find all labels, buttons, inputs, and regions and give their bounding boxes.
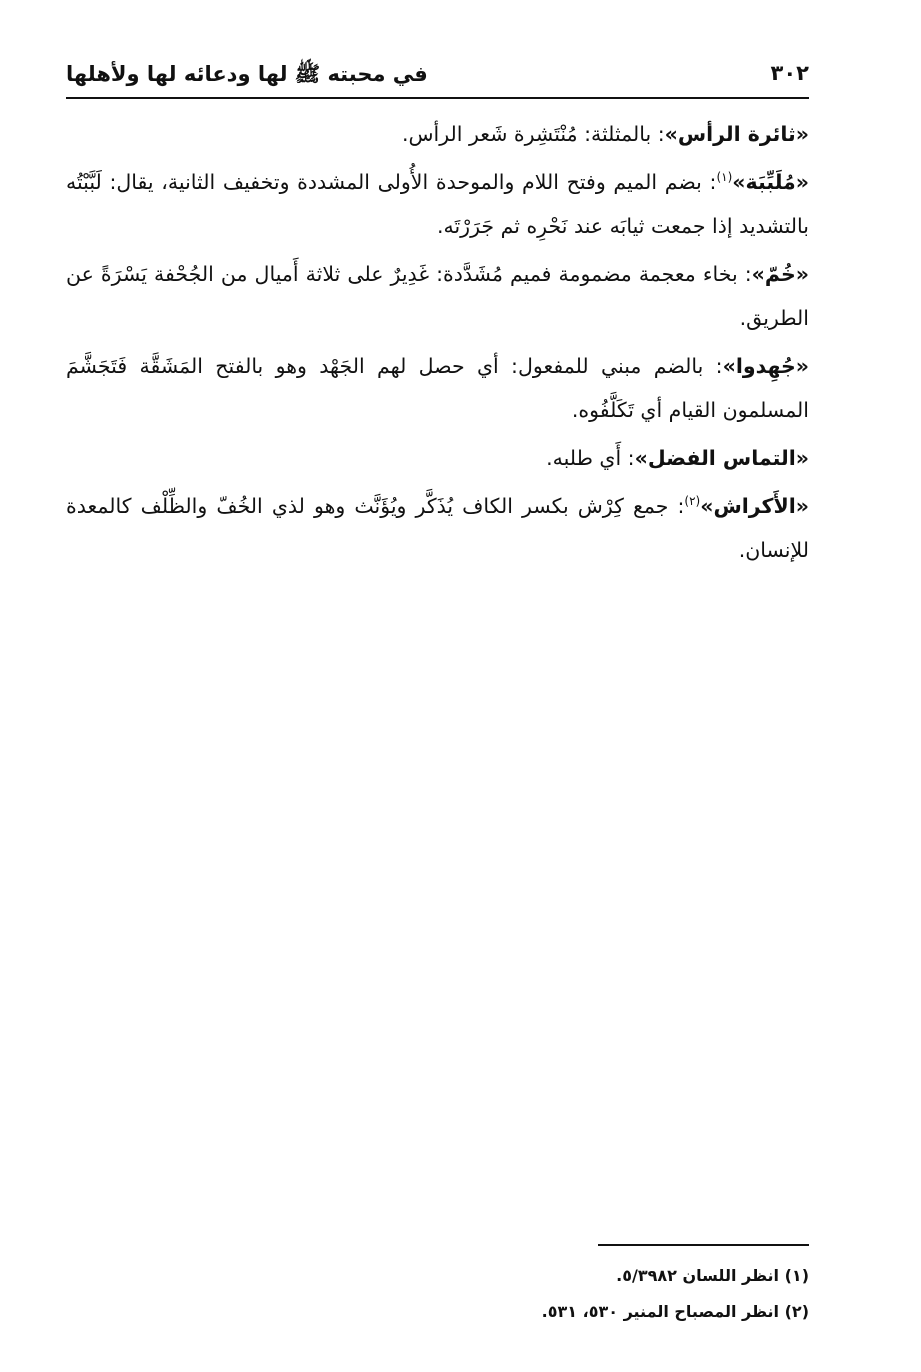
entry-paragraph (66, 344, 809, 432)
entry-term: «مُلَبِّبَة» (732, 170, 809, 194)
footnote-divider (598, 1244, 809, 1246)
running-title: في محبته ﷺ لها ودعائه لها ولأهلها (66, 62, 428, 86)
entry-definition: : بالمثلثة: مُنْتَشِرة شَعر الرأس. (401, 122, 665, 146)
page-number: ٣٠٢ (770, 61, 809, 85)
entry-definition: : جمع كِرْش بكسر الكاف يُذَكَّر ويُؤَنَّث وهو لذي الخُفّ والظِّلْف كالمعدة للإنسان. (66, 494, 809, 562)
running-header (66, 55, 809, 95)
entry-paragraph (66, 252, 809, 340)
page-body (66, 112, 809, 576)
entry-definition: : بالضم مبني للمفعول: أي حصل لهم الجَهْد وهو بالفتح المَشَقَّة فَتَجَشَّمَ المسلمون القيام أي تَكَلَّفُوه. (66, 354, 809, 422)
footnotes (66, 1258, 809, 1330)
entry-definition: : بضم الميم وفتح اللام والموحدة الأُولى المشددة وتخفيف الثانية، يقال: لَبَّبْتُه بالتشديد إذا جمعت ثيابَه عند نَحْرِه ثم جَرَرْتَه. (66, 170, 809, 238)
entry-term: «جُهِدوا» (722, 354, 809, 378)
entry-definition: : أَي طلبه. (546, 446, 635, 470)
footnote-reference[interactable]: (١) (716, 170, 733, 185)
entry-paragraph (66, 484, 809, 572)
entry-definition: : بخاء معجمة مضمومة فميم مُشَدَّدة: غَدِيرٌ على ثلاثة أَميال من الجُحْفة يَسْرَةً عن الطريق. (66, 262, 809, 330)
entry-term: «الأَكراش» (700, 494, 809, 518)
footnote-item: (١) انظر اللسان ٥/٣٩٨٢. (616, 1266, 809, 1285)
entry-term: «خُمّ» (751, 262, 809, 286)
entry-paragraph (66, 160, 809, 248)
header-divider (66, 97, 809, 99)
entry-term: «ثائرة الرأس» (664, 122, 809, 146)
entry-term: «التماس الفضل» (634, 446, 809, 470)
entry-paragraph (66, 112, 809, 156)
entry-paragraph (66, 436, 809, 480)
footnote-item: (٢) انظر المصباح المنير ٥٣٠، ٥٣١. (541, 1302, 809, 1321)
footnote-reference[interactable]: (٢) (684, 494, 701, 509)
